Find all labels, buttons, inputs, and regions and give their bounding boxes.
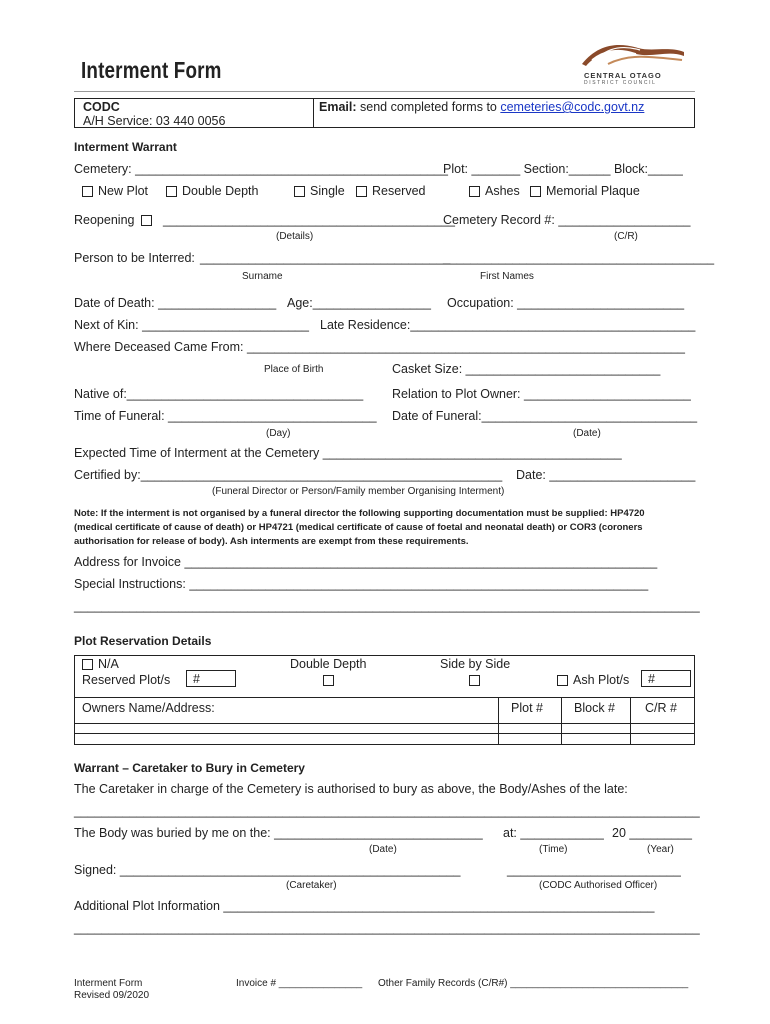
buried-year-field[interactable]: 20 _________ xyxy=(612,826,692,840)
caretaker-authorised-text: The Caretaker in charge of the Cemetery is authorised to bury as above, the Body/Ashes of the late: xyxy=(74,782,628,796)
checkbox[interactable] xyxy=(356,186,367,197)
codc-logo xyxy=(578,40,688,84)
surname-field[interactable]: ____________________________________ xyxy=(200,251,451,265)
option-label: Ashes xyxy=(485,184,520,198)
reserved-plots-label: Reserved Plot/s xyxy=(82,673,171,687)
first-names-caption: First Names xyxy=(480,271,534,282)
expected-time-field[interactable]: Expected Time of Interment at the Cemetery ___________________________________________ xyxy=(74,446,622,460)
cemetery-record-field[interactable]: Cemetery Record #: ___________________ xyxy=(443,213,691,227)
age-field[interactable]: Age:_________________ xyxy=(287,296,431,310)
caretaker-heading: Warrant – Caretaker to Bury in Cemetery xyxy=(74,761,305,775)
double-depth-checkbox[interactable] xyxy=(323,673,339,687)
place-of-birth-caption: Place of Birth xyxy=(264,364,324,375)
col-block-header: Block # xyxy=(574,701,615,715)
email-line xyxy=(319,100,644,114)
contact-box xyxy=(74,98,695,128)
col-cr-header: C/R # xyxy=(645,701,677,715)
option-label: Single xyxy=(310,184,345,198)
hash-label: # xyxy=(648,672,655,686)
checkbox[interactable] xyxy=(82,659,93,670)
reopening-details-field[interactable]: __________________________________________ xyxy=(163,213,455,227)
warrant-heading: Interment Warrant xyxy=(74,140,177,154)
officer-caption: (CODC Authorised Officer) xyxy=(539,880,658,891)
ash-plots-label: Ash Plot/s xyxy=(573,673,630,687)
occupation-field[interactable]: Occupation: ________________________ xyxy=(447,296,685,310)
hash-label: # xyxy=(193,672,200,686)
surname-caption: Surname xyxy=(242,271,283,282)
late-residence-field[interactable]: Late Residence:_________________________________________ xyxy=(320,318,696,332)
deceased-name-line[interactable]: __________________________________________________________________________________________ xyxy=(74,804,700,818)
checkbox[interactable] xyxy=(166,186,177,197)
reservation-heading: Plot Reservation Details xyxy=(74,634,212,648)
checkbox[interactable] xyxy=(141,215,152,226)
option-new-plot[interactable] xyxy=(82,184,148,198)
additional-info-line-2[interactable]: __________________________________________________________________________________________ xyxy=(74,921,700,935)
footer-other-records-field[interactable]: Other Family Records (C/R#) ________________________________ xyxy=(378,978,689,989)
details-caption: (Details) xyxy=(276,231,314,242)
reservation-na[interactable] xyxy=(82,657,119,671)
ash-plots-number-field[interactable] xyxy=(641,670,691,687)
signed-officer-field[interactable]: _________________________ xyxy=(507,863,681,877)
option-label: Double Depth xyxy=(182,184,259,198)
option-double-depth[interactable] xyxy=(166,184,258,198)
option-ashes[interactable] xyxy=(469,184,520,198)
logo-text-1: CENTRAL OTAGO xyxy=(584,71,662,80)
checkbox[interactable] xyxy=(469,186,480,197)
time-of-funeral-field[interactable]: Time of Funeral: ______________________________ xyxy=(74,409,377,423)
option-label: Memorial Plaque xyxy=(546,184,640,198)
note-line-3: authorisation for release of body). Ash interments are exempt from these requirements. xyxy=(74,536,469,547)
option-label: New Plot xyxy=(98,184,149,198)
option-reopening[interactable] xyxy=(74,213,157,227)
col-plot-header: Plot # xyxy=(511,701,543,715)
plot-section-block-field[interactable]: Plot: _______ Section:______ Block:_____ xyxy=(443,162,683,176)
cr-caption: (C/R) xyxy=(614,231,638,242)
footer-invoice-field[interactable]: Invoice # _______________ xyxy=(236,978,363,989)
na-label: N/A xyxy=(98,657,119,671)
special-instructions-field[interactable]: Special Instructions: __________________________________________________________________ xyxy=(74,577,649,591)
double-depth-label: Double Depth xyxy=(290,657,367,671)
page-title: Interment Form xyxy=(81,57,222,83)
side-by-side-checkbox[interactable] xyxy=(469,673,485,687)
option-label: Reserved xyxy=(372,184,426,198)
first-names-field[interactable]: _______________________________________ xyxy=(443,251,715,265)
footer-revised: Revised 09/2020 xyxy=(74,990,150,1001)
date-caption: (Date) xyxy=(573,428,601,439)
option-reserved[interactable] xyxy=(356,184,426,198)
native-of-field[interactable]: Native of:__________________________________ xyxy=(74,387,364,401)
certified-caption: (Funeral Director or Person/Family member Organising Interment) xyxy=(212,486,505,497)
reservation-table xyxy=(74,655,695,745)
ah-service: A/H Service: 03 440 0056 xyxy=(83,114,226,128)
option-single[interactable] xyxy=(294,184,345,198)
checkbox[interactable] xyxy=(530,186,541,197)
relation-field[interactable]: Relation to Plot Owner: ________________________ xyxy=(392,387,691,401)
person-label: Person to be Interred: xyxy=(74,251,195,265)
certified-by-field[interactable]: Certified by:____________________________________________________ xyxy=(74,468,503,482)
side-by-side-label: Side by Side xyxy=(440,657,511,671)
note-line-2: (medical certificate of cause of death) or HP4721 (medical certificate of cause of foetal and neonatal death) or COR3 (coroners xyxy=(74,522,643,533)
address-invoice-field[interactable]: Address for Invoice ____________________________________________________________________ xyxy=(74,555,658,569)
option-label: Reopening xyxy=(74,213,135,227)
signed-caretaker-field[interactable]: Signed: _________________________________________________ xyxy=(74,863,461,877)
checkbox[interactable] xyxy=(469,675,480,686)
ash-plots-option[interactable] xyxy=(557,673,629,687)
logo-hills-icon xyxy=(578,40,688,68)
footer-form-name: Interment Form xyxy=(74,978,143,989)
title-rule xyxy=(74,91,695,92)
caretaker-caption: (Caretaker) xyxy=(286,880,337,891)
reserved-plots-number-field[interactable] xyxy=(186,670,236,687)
org-name: CODC xyxy=(83,100,120,114)
next-of-kin-field[interactable]: Next of Kin: ________________________ xyxy=(74,318,309,332)
certified-date-field[interactable]: Date: _____________________ xyxy=(516,468,696,482)
date-caption: (Date) xyxy=(369,844,397,855)
checkbox[interactable] xyxy=(82,186,93,197)
buried-time-field[interactable]: at: ____________ xyxy=(503,826,604,840)
buried-date-field[interactable]: The Body was buried by me on the: ______________________________ xyxy=(74,826,483,840)
additional-info-field[interactable]: Additional Plot Information ______________________________________________________________ xyxy=(74,899,655,913)
date-of-funeral-field[interactable]: Date of Funeral:_______________________________ xyxy=(392,409,698,423)
casket-size-field[interactable]: Casket Size: ____________________________ xyxy=(392,362,661,376)
note-line-1: Note: If the interment is not organised by a funeral director the following supporting documentation must be supplied: HP4720 xyxy=(74,508,645,519)
special-instructions-line-2[interactable]: __________________________________________________________________________________________ xyxy=(74,599,700,613)
where-deceased-field[interactable]: Where Deceased Came From: _______________________________________________________________ xyxy=(74,340,685,354)
date-of-death-field[interactable]: Date of Death: _________________ xyxy=(74,296,277,310)
checkbox[interactable] xyxy=(294,186,305,197)
owners-label: Owners Name/Address: xyxy=(82,701,215,715)
logo-text-2: DISTRICT COUNCIL xyxy=(584,80,657,86)
cemetery-field[interactable]: Cemetery: _____________________________________________ xyxy=(74,162,448,176)
email-text: send completed forms to xyxy=(360,100,497,114)
checkbox[interactable] xyxy=(323,675,334,686)
checkbox[interactable] xyxy=(557,675,568,686)
option-memorial-plaque[interactable] xyxy=(530,184,640,198)
email-link[interactable]: cemeteries@codc.govt.nz xyxy=(500,100,645,114)
year-caption: (Year) xyxy=(647,844,674,855)
day-caption: (Day) xyxy=(266,428,291,439)
time-caption: (Time) xyxy=(539,844,568,855)
email-label: Email: xyxy=(319,100,357,114)
